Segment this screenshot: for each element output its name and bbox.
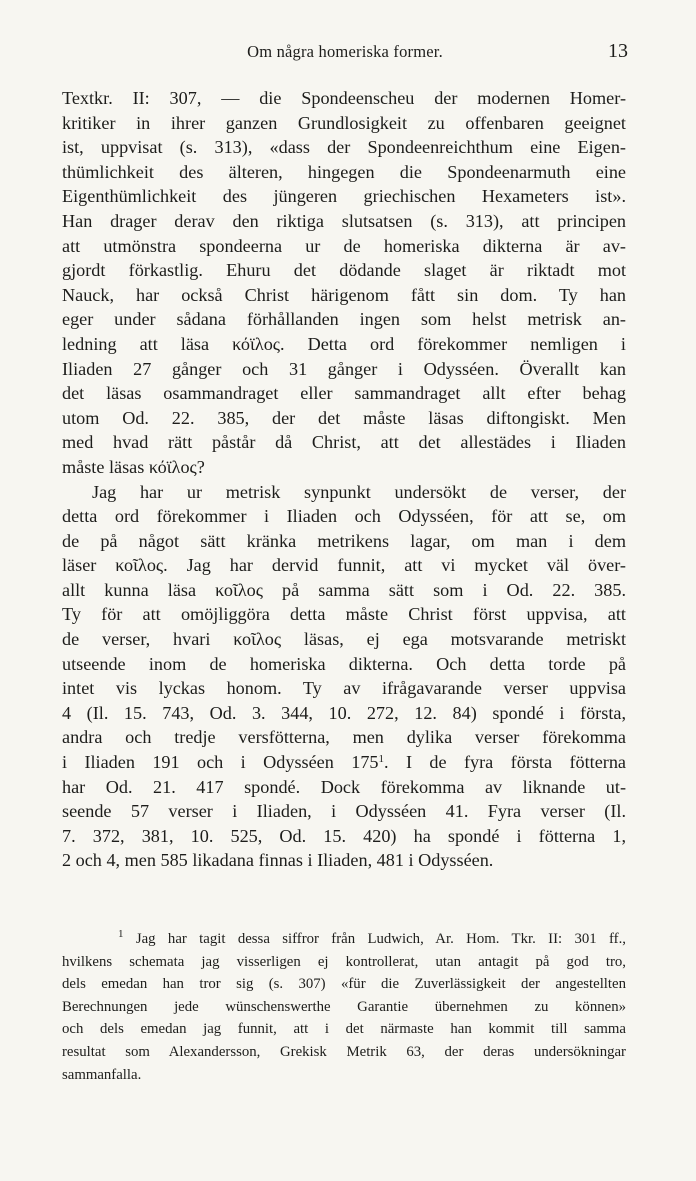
body-line-with-footnote-ref — [62, 750, 626, 775]
body-line: Iliaden 27 gånger och 31 gånger i Odysséen. Överallt kan — [62, 358, 626, 379]
body-line: allt kunna läsa κοῖλος på samma sätt som i Od. 22. 385. — [62, 579, 626, 600]
body-line: de verser, hvari κοῖλος läsas, ej ega motsvarande metriskt — [62, 629, 626, 650]
body-line-text: i Iliaden 191 och i Odysséen 175 — [62, 752, 379, 773]
body-line: Han drager derav den riktiga slutsatsen (s. 313), att principen — [62, 210, 626, 231]
footnote-line: sammanfalla. — [62, 1066, 142, 1083]
body-line: eger under sådana förhållanden ingen som helst metrisk an- — [62, 309, 626, 330]
page-header — [62, 40, 628, 66]
running-title: Om några homeriska former. — [247, 42, 443, 61]
footnote-line: resultat som Alexandersson, Grekisk Metrik 63, der deras undersökningar — [62, 1043, 626, 1060]
body-text — [62, 86, 626, 873]
body-line: måste läsas κόϊλος? — [62, 456, 205, 477]
footnote-line: Berechnungen jede wünschenswerthe Garantie übernehmen zu können» — [62, 998, 626, 1015]
body-line: Ty för att omöjliggöra detta måste Christ först uppvisa, att — [62, 604, 626, 625]
body-line: ledning att läsa κόϊλος. Detta ord förekommer nemligen i — [62, 333, 626, 354]
body-line: gjordt förkastlig. Ehuru det dödande slaget är riktadt mot — [62, 260, 626, 281]
body-line: Nauck, har också Christ härigenom fått sin dom. Ty han — [62, 284, 626, 305]
body-line-text: . I de fyra första fötterna — [384, 752, 626, 773]
footnote-reference: 1 — [378, 753, 385, 766]
footnote-line: hvilkens schemata jag visserligen ej kontrollerat, utan antagit på god tro, — [62, 953, 626, 970]
body-line: Textkr. II: 307, — die Spondeenscheu der modernen Homer- — [62, 88, 626, 108]
body-line: 4 (Il. 15. 743, Od. 3. 344, 10. 272, 12. 84) spondé i första, — [62, 702, 626, 723]
body-line: läser κοῖλος. Jag har dervid funnit, att vi mycket väl över- — [62, 555, 626, 576]
body-line: utseende inom de homeriska dikterna. Och detta torde på — [62, 653, 626, 674]
body-line: har Od. 21. 417 spondé. Dock förekomma av liknande ut- — [62, 776, 626, 797]
footnote-text: Jag har tagit dessa siffror från Ludwich, Ar. Hom. Tkr. II: 301 ff., — [135, 931, 626, 947]
body-line: kritiker in ihrer ganzen Grundlosigkeit zu offenbaren geeignet — [62, 112, 626, 133]
body-line: thümlichkeit des älteren, hingegen die Spondeenarmuth eine — [62, 161, 626, 182]
body-line: andra och tredje versfötterna, men dylika verser förekomma — [62, 727, 626, 748]
body-line: de på något sätt kränka metrikens lagar, om man i dem — [62, 530, 626, 551]
body-line: detta ord förekommer i Iliaden och Odysséen, för att se, om — [62, 506, 626, 527]
footnote — [62, 928, 626, 1086]
body-line: 2 och 4, men 585 likadana finnas i Iliaden, 481 i Odysséen. — [62, 850, 494, 871]
page-number: 13 — [608, 40, 628, 62]
body-line: ist, uppvisat (s. 313), «dass der Spondeenreichthum eine Eigen- — [62, 137, 626, 158]
body-line: Eigenthümlichkeit des jüngeren griechischen Hexameters ist». — [62, 186, 626, 207]
footnote-line: och dels emedan jag funnit, att i det närmaste han kommit till samma — [62, 1021, 626, 1038]
body-line: det läsas osammandraget eller sammandraget allt efter behag — [62, 383, 626, 404]
body-line: att utmönstra spondeerna ur de homeriska dikterna är av- — [62, 235, 626, 256]
footnote-line — [62, 928, 626, 951]
body-line: intet vis lyckas honom. Ty av ifrågavarande verser uppvisa — [62, 678, 626, 699]
body-line: 7. 372, 381, 10. 525, Od. 15. 420) ha spondé i fötterna 1, — [62, 825, 626, 846]
body-line: med hvad rätt påstår då Christ, att det allestädes i Iliaden — [62, 432, 626, 453]
body-line: seende 57 verser i Iliaden, i Odysséen 41. Fyra verser (Il. — [62, 801, 626, 822]
body-line: Jag har ur metrisk synpunkt undersökt de verser, der — [92, 481, 626, 502]
body-line: utom Od. 22. 385, der det måste läsas diftongiskt. Men — [62, 407, 626, 428]
footnote-line: dels emedan han tror sig (s. 307) «für die Zuverlässigkeit der angestellten — [62, 976, 626, 993]
footnote-marker: 1 — [118, 928, 124, 940]
